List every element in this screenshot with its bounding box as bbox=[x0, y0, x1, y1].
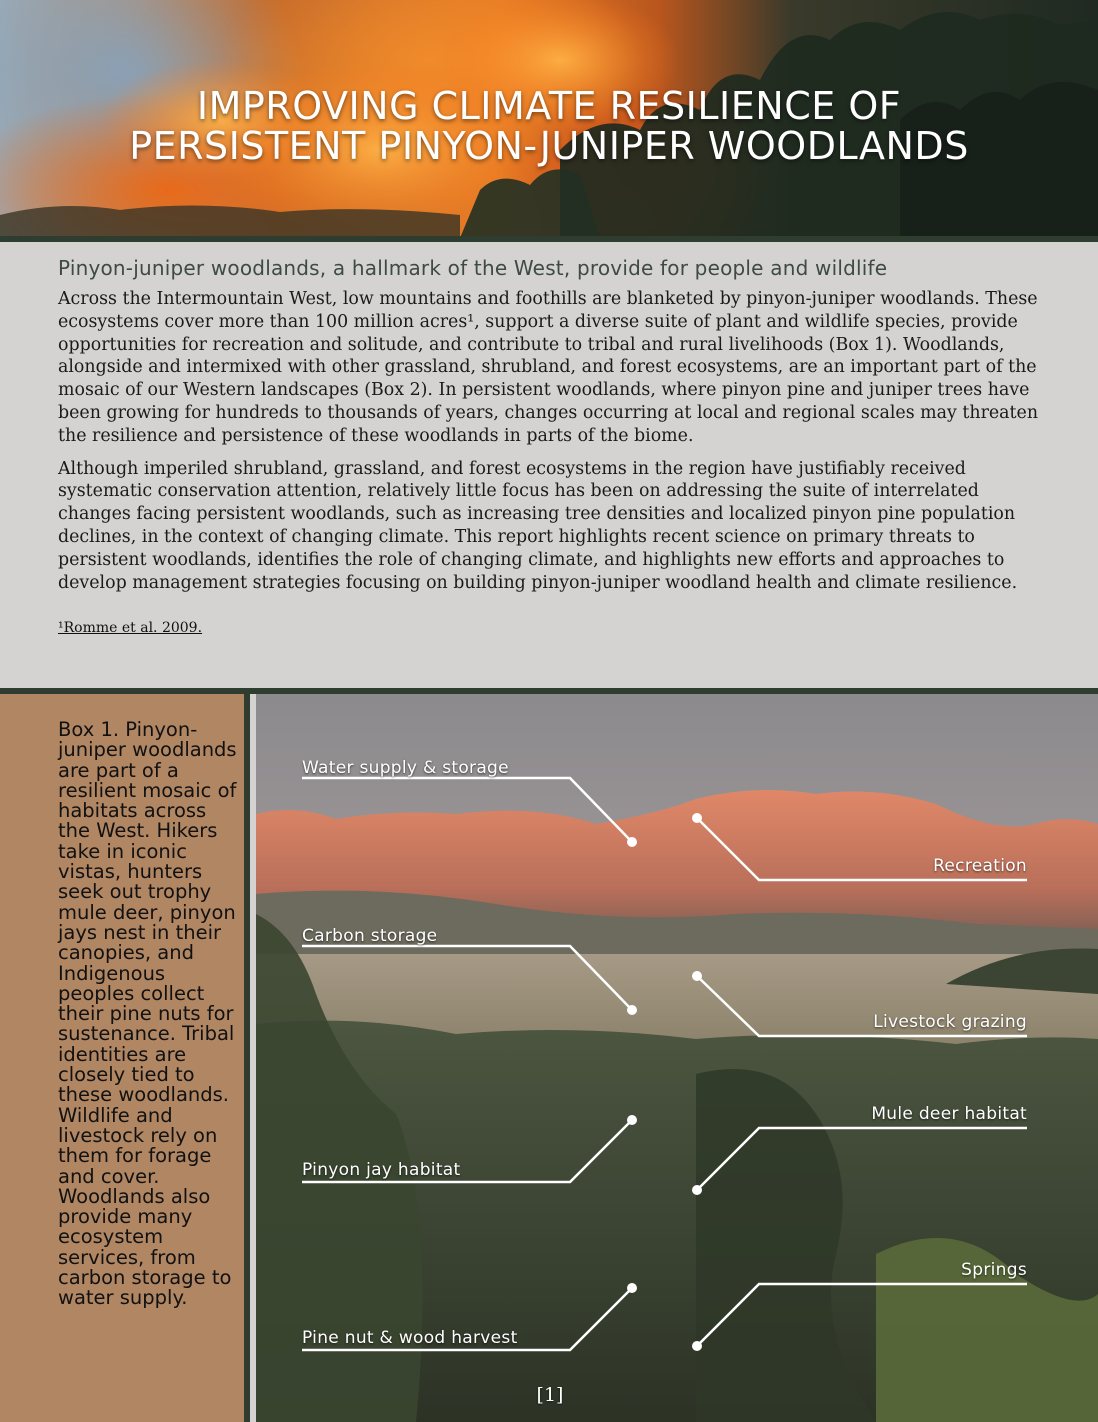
label-pine-nut-wood-harvest: Pine nut & wood harvest bbox=[302, 1328, 518, 1348]
header-banner bbox=[0, 0, 1098, 238]
section-heading: Pinyon-juniper woodlands, a hallmark of the West, provide for people and wildlife bbox=[58, 256, 888, 280]
intro-paragraph-2: Although imperiled shrubland, grassland, and forest ecosystems in the region have justifiably received systematic conservation attention, relatively little focus has been on addressing the suite of interrelated changes facing persistent woodlands, such as increasing tree densities and localized pinyon pine population declines, in the context of changing climate. This report highlights recent science on primary threats to persistent woodlands, identifies the role of changing climate, and highlights new efforts and approaches to develop management strategies focusing on building pinyon-juniper woodland health and climate resilience. bbox=[58, 458, 1018, 593]
label-springs: Springs bbox=[961, 1260, 1027, 1280]
intro-paragraph-1: Across the Intermountain West, low mountains and foothills are blanketed by pinyon-juniper woodlands. These ecosystems cover more than 100 million acres¹, support a diverse suite of plant and wildlife species, provide opportunities for recreation and solitude, and contribute to tribal and rural livelihoods (Box 1). Woodlands, alongside and intermixed with other grassland, shrubland, and forest ecosystems, are an important part of the mosaic of our Western landscapes (Box 2). In persistent woodlands, where pinyon pine and juniper trees have been growing for hundreds to thousands of years, changes occurring at local and regional scales may threaten the resilience and persistence of these woodlands in parts of the biome. bbox=[58, 289, 1039, 446]
page-number: [1] bbox=[536, 1384, 564, 1406]
title-line-2: PERSISTENT PINYON-JUNIPER WOODLANDS bbox=[129, 124, 969, 168]
label-recreation: Recreation bbox=[933, 856, 1027, 876]
box-1-text bbox=[58, 720, 242, 1309]
intro-section bbox=[58, 256, 1048, 636]
page-title bbox=[0, 86, 1098, 166]
landscape-photo bbox=[256, 694, 1098, 1422]
box-1-body: Pinyon-juniper woodlands are part of a resilient mosaic of habitats across the West. Hikers take in iconic vistas, hunters seek out trophy mule deer, pinyon jays nest in their canopies, and Indigenous peoples collect their pine nuts for sustenance. Tribal identities are closely tied to these woodlands. Wildlife and livestock rely on them for forage and cover. Woodlands also provide many ecosystem services, from carbon storage to water supply. bbox=[58, 718, 237, 1310]
divider-top bbox=[0, 236, 1098, 242]
label-mule-deer-habitat: Mule deer habitat bbox=[871, 1104, 1027, 1124]
label-pinyon-jay-habitat: Pinyon jay habitat bbox=[302, 1160, 461, 1180]
label-livestock-grazing: Livestock grazing bbox=[873, 1012, 1027, 1032]
label-carbon-storage: Carbon storage bbox=[302, 926, 438, 946]
box-1-label: Box 1. bbox=[58, 718, 120, 741]
landscape-illustration bbox=[256, 694, 1098, 1422]
box-1-panel bbox=[0, 694, 250, 1422]
title-line-1: IMPROVING CLIMATE RESILIENCE OF bbox=[196, 84, 902, 128]
footnote-link[interactable]: ¹Romme et al. 2009. bbox=[58, 620, 203, 637]
label-water-supply: Water supply & storage bbox=[302, 758, 509, 778]
